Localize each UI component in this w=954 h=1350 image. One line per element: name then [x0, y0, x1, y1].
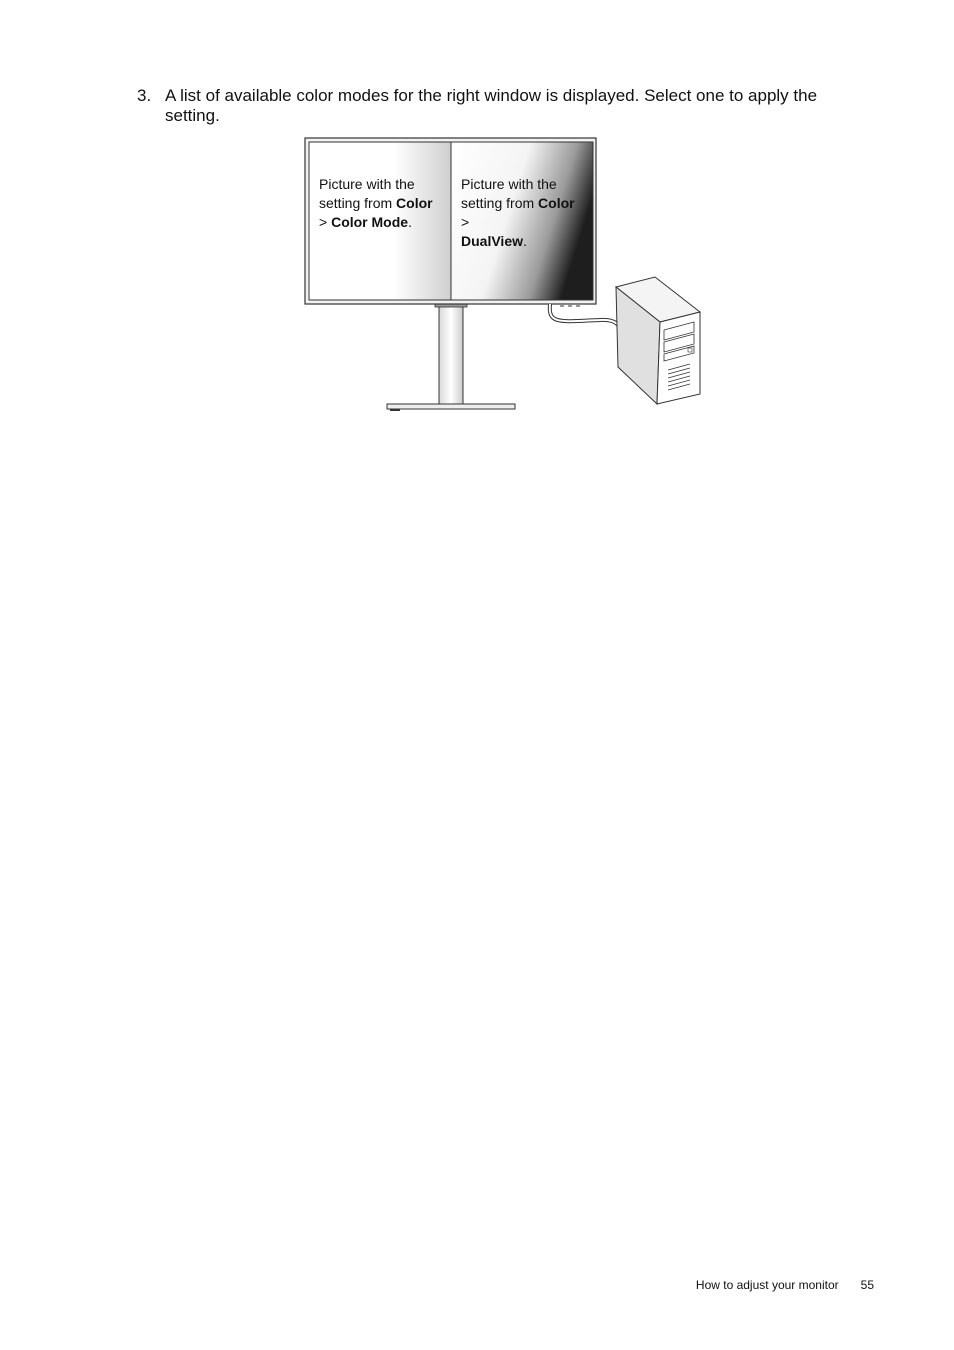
step-number: 3.	[137, 86, 152, 105]
right-caption-menu1: Color	[538, 195, 575, 211]
right-caption-sep: >	[461, 214, 470, 230]
right-caption-menu2: DualView	[461, 233, 523, 249]
footer-section-title: How to adjust your monitor	[695, 1278, 839, 1292]
monitor-figure	[300, 132, 710, 417]
right-window-caption	[461, 175, 586, 251]
page-number: 55	[860, 1278, 874, 1292]
right-caption-prefix: Picture with the setting from	[461, 176, 557, 211]
left-caption-menu1: Color	[396, 195, 433, 211]
left-caption-prefix: Picture with the setting from	[319, 176, 415, 211]
left-caption-menu2: Color Mode	[331, 214, 409, 230]
page-footer	[696, 1278, 874, 1292]
instruction-step	[137, 86, 867, 126]
left-window-caption	[319, 175, 444, 232]
left-caption-suffix: .	[408, 214, 412, 230]
right-caption-suffix: .	[523, 233, 527, 249]
left-caption-sep: >	[319, 214, 332, 230]
pc-tower-illustration-icon	[616, 277, 700, 404]
step-text: A list of available color modes for the right window is displayed. Select one to apply the setting.	[165, 86, 818, 125]
